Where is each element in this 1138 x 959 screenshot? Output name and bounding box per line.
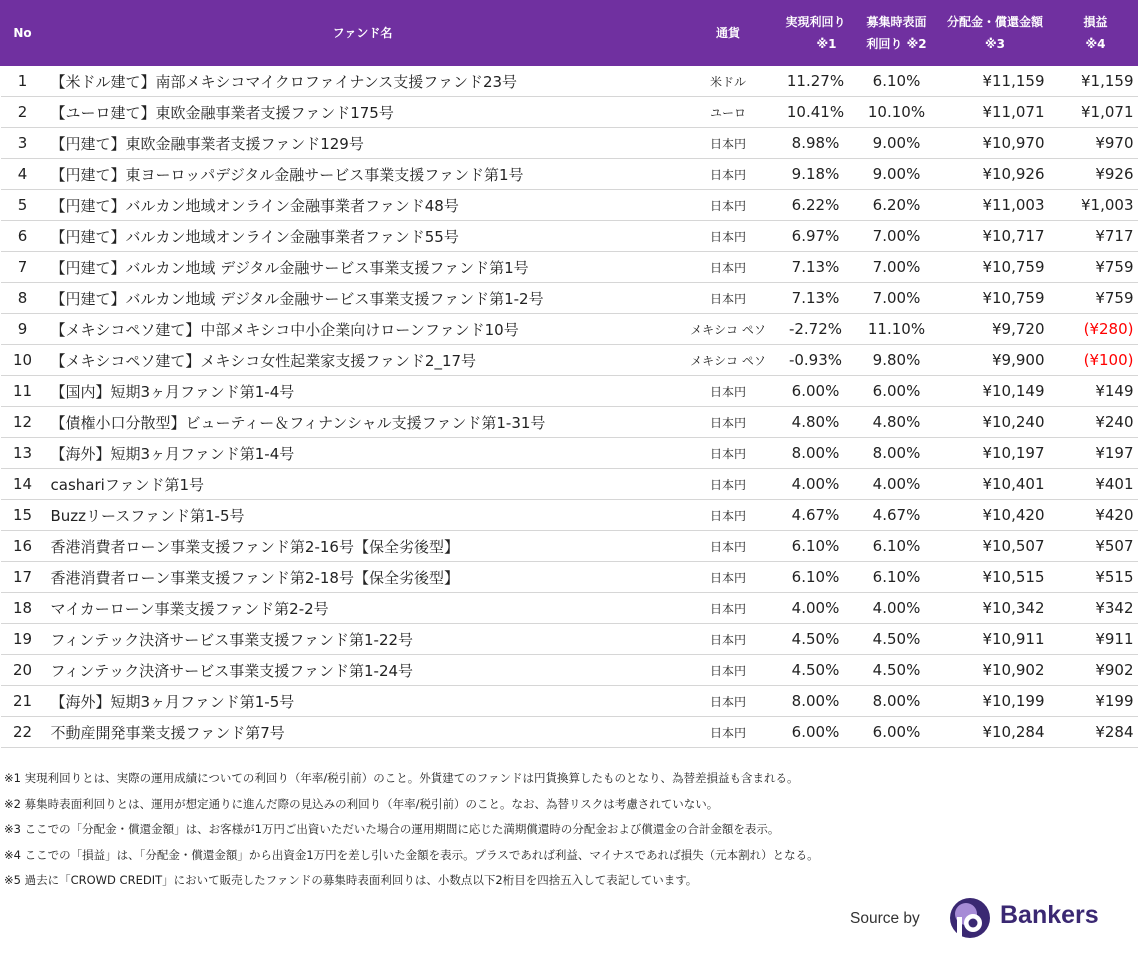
- distribution-amount-cell: ¥10,149: [938, 376, 1053, 407]
- actual-yield-cell: 11.27%: [776, 66, 856, 97]
- initial-yield-cell: 6.10%: [856, 562, 938, 593]
- header-no: No: [1, 1, 45, 66]
- currency-cell: 日本円: [681, 531, 776, 562]
- fund-name-cell: 【円建て】東欧金融事業者支援ファンド129号: [45, 128, 681, 159]
- distribution-amount-cell: ¥10,911: [938, 624, 1053, 655]
- header-distribution-amount-line2: ※3: [984, 37, 1005, 51]
- table-row: [1, 190, 1138, 221]
- initial-yield-cell: 9.00%: [856, 128, 938, 159]
- table-row: [1, 655, 1138, 686]
- actual-yield-cell: 8.98%: [776, 128, 856, 159]
- initial-yield-cell: 6.20%: [856, 190, 938, 221]
- profit-loss-cell: ¥902: [1053, 655, 1138, 686]
- row-number-cell: 20: [1, 655, 45, 686]
- initial-yield-cell: 4.00%: [856, 469, 938, 500]
- row-number-cell: 19: [1, 624, 45, 655]
- row-number-cell: 5: [1, 190, 45, 221]
- profit-loss-cell: ¥911: [1053, 624, 1138, 655]
- distribution-amount-cell: ¥10,759: [938, 283, 1053, 314]
- fund-name-cell: 香港消費者ローン事業支援ファンド第2-18号【保全劣後型】: [45, 562, 681, 593]
- footnotes: [4, 766, 1134, 894]
- profit-loss-cell: ¥240: [1053, 407, 1138, 438]
- profit-loss-cell: ¥759: [1053, 283, 1138, 314]
- currency-cell: メキシコ ペソ: [681, 314, 776, 345]
- row-number-cell: 11: [1, 376, 45, 407]
- profit-loss-cell: ¥199: [1053, 686, 1138, 717]
- table-row: [1, 686, 1138, 717]
- fund-name-cell: 【円建て】東ヨーロッパデジタル金融サービス事業支援ファンド第1号: [45, 159, 681, 190]
- fund-name-cell: 【メキシコペソ建て】メキシコ女性起業家支援ファンド2_17号: [45, 345, 681, 376]
- currency-cell: 日本円: [681, 686, 776, 717]
- actual-yield-cell: 8.00%: [776, 686, 856, 717]
- bankers-logo-icon: [949, 897, 991, 939]
- initial-yield-cell: 7.00%: [856, 283, 938, 314]
- actual-yield-cell: 4.67%: [776, 500, 856, 531]
- fund-rows: [1, 66, 1138, 748]
- table-row: [1, 376, 1138, 407]
- initial-yield-cell: 6.00%: [856, 376, 938, 407]
- fund-name-cell: 【円建て】バルカン地域オンライン金融事業者ファンド48号: [45, 190, 681, 221]
- table-header-row: [1, 1, 1138, 66]
- fund-name-cell: 【ユーロ建て】東欧金融事業者支援ファンド175号: [45, 97, 681, 128]
- row-number-cell: 1: [1, 66, 45, 97]
- initial-yield-cell: 7.00%: [856, 252, 938, 283]
- actual-yield-cell: 6.22%: [776, 190, 856, 221]
- profit-loss-cell: ¥342: [1053, 593, 1138, 624]
- distribution-amount-cell: ¥10,240: [938, 407, 1053, 438]
- fund-name-cell: 香港消費者ローン事業支援ファンド第2-16号【保全劣後型】: [45, 531, 681, 562]
- profit-loss-cell: ¥515: [1053, 562, 1138, 593]
- table-row: [1, 314, 1138, 345]
- initial-yield-cell: 4.50%: [856, 655, 938, 686]
- actual-yield-cell: 10.41%: [776, 97, 856, 128]
- fund-name-cell: 【円建て】バルカン地域 デジタル金融サービス事業支援ファンド第1-2号: [45, 283, 681, 314]
- currency-cell: 日本円: [681, 283, 776, 314]
- actual-yield-cell: 4.80%: [776, 407, 856, 438]
- row-number-cell: 16: [1, 531, 45, 562]
- profit-loss-cell: ¥1,071: [1053, 97, 1138, 128]
- initial-yield-cell: 8.00%: [856, 686, 938, 717]
- header-profit-loss-line1: 損益: [1083, 15, 1108, 29]
- distribution-amount-cell: ¥10,759: [938, 252, 1053, 283]
- header-profit-loss-line2: ※4: [1085, 37, 1106, 51]
- footnote-5: ※5 過去に「CROWD CREDIT」において販売したファンドの募集時表面利回りは、小数点以下2桁目を四捨五入して表記しています。: [4, 873, 698, 887]
- initial-yield-cell: 9.00%: [856, 159, 938, 190]
- source-credit: [850, 893, 1120, 943]
- fund-name-cell: 【海外】短期3ヶ月ファンド第1-5号: [45, 686, 681, 717]
- actual-yield-cell: 6.97%: [776, 221, 856, 252]
- distribution-amount-cell: ¥10,420: [938, 500, 1053, 531]
- actual-yield-cell: 8.00%: [776, 438, 856, 469]
- initial-yield-cell: 6.00%: [856, 717, 938, 748]
- profit-loss-cell: ¥970: [1053, 128, 1138, 159]
- row-number-cell: 22: [1, 717, 45, 748]
- profit-loss-cell: (¥280): [1053, 314, 1138, 345]
- currency-cell: 日本円: [681, 159, 776, 190]
- fund-name-cell: フィンテック決済サービス事業支援ファンド第1-24号: [45, 655, 681, 686]
- actual-yield-cell: 9.18%: [776, 159, 856, 190]
- table-row: [1, 159, 1138, 190]
- currency-cell: 日本円: [681, 624, 776, 655]
- row-number-cell: 9: [1, 314, 45, 345]
- table-row: [1, 252, 1138, 283]
- currency-cell: 日本円: [681, 407, 776, 438]
- fund-name-cell: 【米ドル建て】南部メキシコマイクロファイナンス支援ファンド23号: [45, 66, 681, 97]
- fund-name-cell: 【円建て】バルカン地域オンライン金融事業者ファンド55号: [45, 221, 681, 252]
- initial-yield-cell: 11.10%: [856, 314, 938, 345]
- table-row: [1, 128, 1138, 159]
- initial-yield-cell: 7.00%: [856, 221, 938, 252]
- table-row: [1, 221, 1138, 252]
- actual-yield-cell: 6.10%: [776, 531, 856, 562]
- row-number-cell: 3: [1, 128, 45, 159]
- table-row: [1, 624, 1138, 655]
- table-row: [1, 593, 1138, 624]
- distribution-amount-cell: ¥9,900: [938, 345, 1053, 376]
- currency-cell: 日本円: [681, 190, 776, 221]
- initial-yield-cell: 4.50%: [856, 624, 938, 655]
- distribution-amount-cell: ¥10,199: [938, 686, 1053, 717]
- source-label: Source by: [850, 910, 920, 927]
- fund-name-cell: フィンテック決済サービス事業支援ファンド第1-22号: [45, 624, 681, 655]
- header-distribution-amount-line1: 分配金・償還金額: [946, 15, 1043, 29]
- distribution-amount-cell: ¥11,071: [938, 97, 1053, 128]
- header-actual-yield-line2: ※1: [816, 37, 837, 51]
- header-initial-yield: [856, 1, 938, 66]
- row-number-cell: 14: [1, 469, 45, 500]
- row-number-cell: 18: [1, 593, 45, 624]
- row-number-cell: 8: [1, 283, 45, 314]
- initial-yield-cell: 6.10%: [856, 531, 938, 562]
- currency-cell: 日本円: [681, 221, 776, 252]
- profit-loss-cell: ¥401: [1053, 469, 1138, 500]
- profit-loss-cell: ¥926: [1053, 159, 1138, 190]
- initial-yield-cell: 4.00%: [856, 593, 938, 624]
- actual-yield-cell: 7.13%: [776, 252, 856, 283]
- table-row: [1, 66, 1138, 97]
- table-row: [1, 345, 1138, 376]
- initial-yield-cell: 4.80%: [856, 407, 938, 438]
- header-fund-name: ファンド名: [45, 1, 681, 66]
- row-number-cell: 7: [1, 252, 45, 283]
- row-number-cell: 15: [1, 500, 45, 531]
- table-row: [1, 97, 1138, 128]
- currency-cell: 日本円: [681, 438, 776, 469]
- currency-cell: 日本円: [681, 593, 776, 624]
- table-row: [1, 438, 1138, 469]
- actual-yield-cell: 6.00%: [776, 376, 856, 407]
- actual-yield-cell: 7.13%: [776, 283, 856, 314]
- distribution-amount-cell: ¥10,401: [938, 469, 1053, 500]
- fund-name-cell: 【債権小口分散型】ビューティー＆フィナンシャル支援ファンド第1-31号: [45, 407, 681, 438]
- row-number-cell: 17: [1, 562, 45, 593]
- actual-yield-cell: -2.72%: [776, 314, 856, 345]
- fund-name-cell: 【海外】短期3ヶ月ファンド第1-4号: [45, 438, 681, 469]
- footnote-2: ※2 募集時表面利回りとは、運用が想定通りに進んだ際の見込みの利回り（年率/税引前）のこと。なお、為替リスクは考慮されていない。: [4, 796, 719, 811]
- footnote-4: ※4 ここでの「損益」は、「分配金・償還金額」から出資金1万円を差し引いた金額を表示。プラスであれば利益、マイナスであれば損失（元本割れ）となる。: [4, 847, 819, 862]
- actual-yield-cell: 4.50%: [776, 655, 856, 686]
- fund-name-cell: cashariファンド第1号: [45, 469, 681, 500]
- distribution-amount-cell: ¥10,515: [938, 562, 1053, 593]
- profit-loss-cell: ¥1,159: [1053, 66, 1138, 97]
- currency-cell: 日本円: [681, 252, 776, 283]
- table-row: [1, 562, 1138, 593]
- distribution-amount-cell: ¥10,970: [938, 128, 1053, 159]
- row-number-cell: 4: [1, 159, 45, 190]
- currency-cell: 日本円: [681, 469, 776, 500]
- currency-cell: 日本円: [681, 376, 776, 407]
- header-initial-yield-line2: 利回り ※2: [866, 37, 927, 51]
- row-number-cell: 13: [1, 438, 45, 469]
- row-number-cell: 2: [1, 97, 45, 128]
- distribution-amount-cell: ¥10,507: [938, 531, 1053, 562]
- header-profit-loss: [1053, 1, 1138, 66]
- actual-yield-cell: 6.10%: [776, 562, 856, 593]
- profit-loss-cell: ¥717: [1053, 221, 1138, 252]
- row-number-cell: 10: [1, 345, 45, 376]
- profit-loss-cell: ¥759: [1053, 252, 1138, 283]
- initial-yield-cell: 4.67%: [856, 500, 938, 531]
- currency-cell: 日本円: [681, 128, 776, 159]
- header-actual-yield: [776, 1, 856, 66]
- distribution-amount-cell: ¥10,342: [938, 593, 1053, 624]
- table-row: [1, 469, 1138, 500]
- fund-name-cell: 【メキシコペソ建て】中部メキシコ中小企業向けローンファンド10号: [45, 314, 681, 345]
- distribution-amount-cell: ¥10,284: [938, 717, 1053, 748]
- profit-loss-cell: ¥149: [1053, 376, 1138, 407]
- header-actual-yield-line1: 実現利回り: [785, 15, 846, 29]
- initial-yield-cell: 8.00%: [856, 438, 938, 469]
- footnote-3: ※3 ここでの「分配金・償還金額」は、お客様が1万円ご出資いただいた場合の運用期間に応じた満期償還時の分配金および償還金の合計金額を表示。: [4, 822, 780, 836]
- distribution-amount-cell: ¥10,717: [938, 221, 1053, 252]
- actual-yield-cell: 4.00%: [776, 469, 856, 500]
- initial-yield-cell: 9.80%: [856, 345, 938, 376]
- actual-yield-cell: 4.50%: [776, 624, 856, 655]
- table-row: [1, 531, 1138, 562]
- footnote-1: ※1 実現利回りとは、実際の運用成績についての利回り（年率/税引前）のこと。外貨建てのファンドは円貨換算したものとなり、為替差損益も含まれる。: [4, 771, 799, 785]
- profit-loss-cell: ¥284: [1053, 717, 1138, 748]
- profit-loss-cell: (¥100): [1053, 345, 1138, 376]
- fund-name-cell: 【円建て】バルカン地域 デジタル金融サービス事業支援ファンド第1号: [45, 252, 681, 283]
- distribution-amount-cell: ¥11,159: [938, 66, 1053, 97]
- fund-name-cell: Buzzリースファンド第1-5号: [45, 500, 681, 531]
- row-number-cell: 12: [1, 407, 45, 438]
- distribution-amount-cell: ¥11,003: [938, 190, 1053, 221]
- table-row: [1, 717, 1138, 748]
- profit-loss-cell: ¥507: [1053, 531, 1138, 562]
- currency-cell: 日本円: [681, 655, 776, 686]
- profit-loss-cell: ¥420: [1053, 500, 1138, 531]
- fund-name-cell: マイカーローン事業支援ファンド第2-2号: [45, 593, 681, 624]
- header-currency: 通貨: [681, 1, 776, 66]
- distribution-amount-cell: ¥10,902: [938, 655, 1053, 686]
- currency-cell: メキシコ ペソ: [681, 345, 776, 376]
- actual-yield-cell: 4.00%: [776, 593, 856, 624]
- currency-cell: 米ドル: [681, 66, 776, 97]
- currency-cell: 日本円: [681, 717, 776, 748]
- fund-name-cell: 【国内】短期3ヶ月ファンド第1-4号: [45, 376, 681, 407]
- distribution-amount-cell: ¥9,720: [938, 314, 1053, 345]
- currency-cell: ユーロ: [681, 97, 776, 128]
- initial-yield-cell: 10.10%: [856, 97, 938, 128]
- brand-name: Bankers: [1000, 901, 1099, 929]
- row-number-cell: 6: [1, 221, 45, 252]
- header-initial-yield-line1: 募集時表面: [866, 15, 927, 29]
- actual-yield-cell: 6.00%: [776, 717, 856, 748]
- table-row: [1, 500, 1138, 531]
- currency-cell: 日本円: [681, 500, 776, 531]
- distribution-amount-cell: ¥10,926: [938, 159, 1053, 190]
- actual-yield-cell: -0.93%: [776, 345, 856, 376]
- distribution-amount-cell: ¥10,197: [938, 438, 1053, 469]
- fund-name-cell: 不動産開発事業支援ファンド第7号: [45, 717, 681, 748]
- profit-loss-cell: ¥1,003: [1053, 190, 1138, 221]
- initial-yield-cell: 6.10%: [856, 66, 938, 97]
- currency-cell: 日本円: [681, 562, 776, 593]
- header-distribution-amount: [938, 1, 1053, 66]
- table-row: [1, 283, 1138, 314]
- table-row: [1, 407, 1138, 438]
- profit-loss-cell: ¥197: [1053, 438, 1138, 469]
- row-number-cell: 21: [1, 686, 45, 717]
